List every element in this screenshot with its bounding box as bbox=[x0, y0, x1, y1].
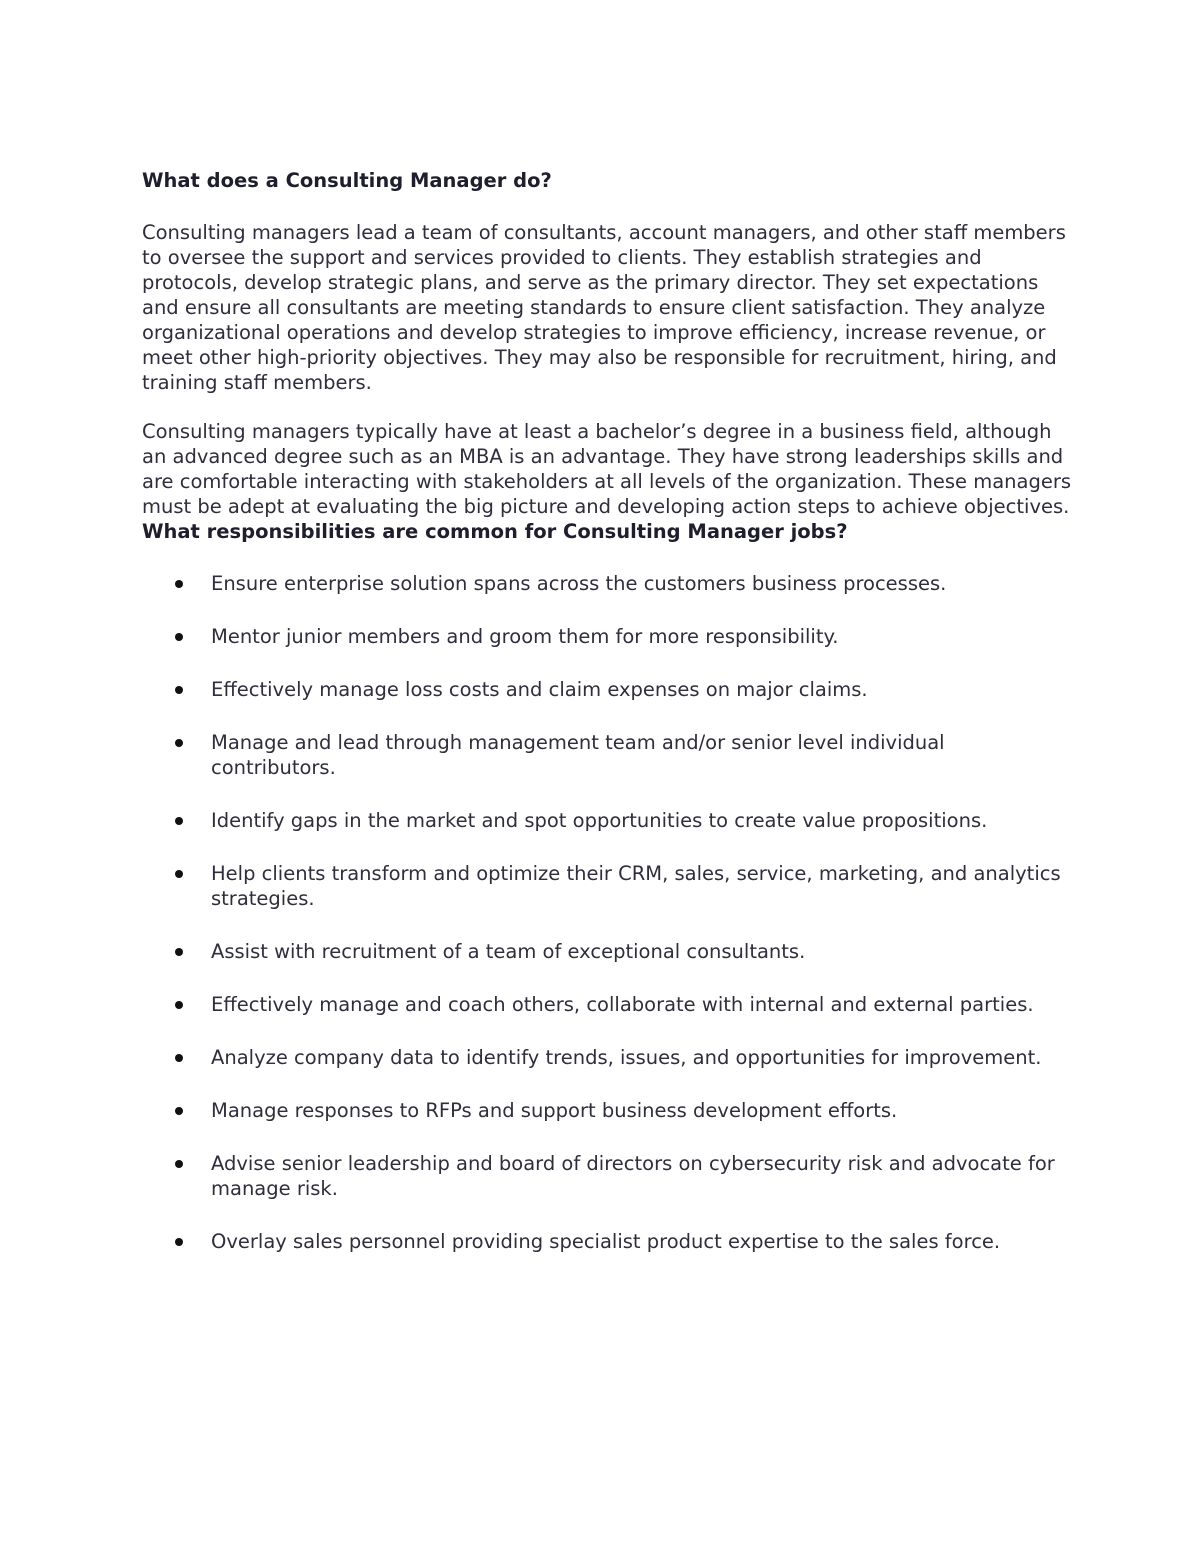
list-item bbox=[142, 571, 1072, 596]
heading-responsibilities: What responsibilities are common for Consulting Manager jobs? bbox=[142, 520, 848, 543]
list-item bbox=[142, 1151, 1072, 1201]
list-item-text: Overlay sales personnel providing specialist product expertise to the sales force. bbox=[211, 1230, 1001, 1253]
list-item bbox=[142, 624, 1072, 649]
paragraph-role-description: Consulting managers lead a team of consultants, account managers, and other staff members to oversee the support and services provided to clients. They establish strategies and protocols, develop strategic plans, and serve as the primary director. They set expectations and ensure all consultants are meeting standards to ensure client satisfaction. They analyze organizational operations and develop strategies to improve efficiency, increase revenue, or meet other high-priority objectives. They may also be responsible for recruitment, hiring, and training staff members. bbox=[142, 221, 1066, 394]
list-item-text: Help clients transform and optimize their CRM, sales, service, marketing, and analytics strategies. bbox=[211, 862, 1061, 910]
list-item bbox=[142, 939, 1072, 964]
bullet-icon bbox=[175, 686, 183, 694]
heading-what-does: What does a Consulting Manager do? bbox=[142, 169, 552, 192]
list-item bbox=[142, 1045, 1072, 1070]
paragraph-qualifications: Consulting managers typically have at least a bachelor’s degree in a business field, although an advanced degree such as an MBA is an advantage. They have strong leaderships skills and are comfortable interacting with stakeholders at all levels of the organization. These managers must be adept at evaluating the big picture and developing action steps to achieve objectives. bbox=[142, 420, 1072, 518]
bullet-icon bbox=[175, 1001, 183, 1009]
list-item-text: Mentor junior members and groom them for more responsibility. bbox=[211, 625, 839, 648]
list-item-text: Ensure enterprise solution spans across the customers business processes. bbox=[211, 572, 947, 595]
list-item-text: Advise senior leadership and board of directors on cybersecurity risk and advocate for manage risk. bbox=[211, 1152, 1055, 1200]
bullet-icon bbox=[175, 1160, 183, 1168]
bullet-icon bbox=[175, 817, 183, 825]
list-item bbox=[142, 992, 1072, 1017]
list-item bbox=[142, 1229, 1072, 1254]
bullet-icon bbox=[175, 1054, 183, 1062]
list-item-text: Effectively manage loss costs and claim expenses on major claims. bbox=[211, 678, 868, 701]
list-item bbox=[142, 808, 1072, 833]
list-item bbox=[142, 677, 1072, 702]
list-item-text: Manage and lead through management team and/or senior level individual contributors. bbox=[211, 731, 945, 779]
list-item-text: Analyze company data to identify trends, issues, and opportunities for improvement. bbox=[211, 1046, 1042, 1069]
bullet-icon bbox=[175, 739, 183, 747]
bullet-icon bbox=[175, 1238, 183, 1246]
list-item bbox=[142, 861, 1072, 911]
list-item-text: Identify gaps in the market and spot opportunities to create value propositions. bbox=[211, 809, 988, 832]
list-item-text: Effectively manage and coach others, collaborate with internal and external parties. bbox=[211, 993, 1034, 1016]
bullet-icon bbox=[175, 1107, 183, 1115]
document-page bbox=[142, 168, 1072, 1282]
list-item-text: Assist with recruitment of a team of exceptional consultants. bbox=[211, 940, 806, 963]
list-item-text: Manage responses to RFPs and support business development efforts. bbox=[211, 1099, 898, 1122]
bullet-icon bbox=[175, 633, 183, 641]
list-item bbox=[142, 1098, 1072, 1123]
bullet-icon bbox=[175, 580, 183, 588]
responsibilities-list bbox=[142, 571, 1072, 1254]
bullet-icon bbox=[175, 948, 183, 956]
bullet-icon bbox=[175, 870, 183, 878]
list-item bbox=[142, 730, 1072, 780]
